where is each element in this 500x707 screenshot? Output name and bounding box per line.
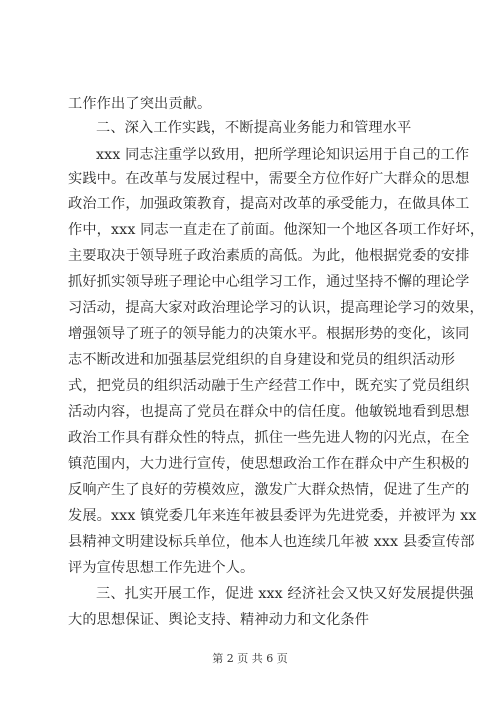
text-line: 实践中。在改革与发展过程中，需要全方位作好广大群众的思想	[68, 171, 470, 187]
text-line: 增强领导了班子的领导能力的决策水平。根据形势的变化，该同	[68, 326, 470, 342]
text-line: 抓好抓实领导班子理论中心组学习工作，通过坚持不懈的理论学	[68, 274, 470, 290]
text-line: 式，把党员的组织活动融于生产经营工作中，既充实了党员组织	[68, 378, 470, 394]
page-number-footer: 第 2 页 共 6 页	[212, 652, 288, 665]
section-heading: 二、深入工作实践，不断提高业务能力和管理水平	[96, 120, 412, 136]
text-line: 政治工作，加强政策教育，提高对改革的承受能力，在做具体工	[68, 196, 470, 212]
text-line: 政治工作具有群众性的特点，抓住一些先进人物的闪光点，在全	[68, 430, 470, 446]
text-line: 活动内容，也提高了党员在群众中的信任度。他敏锐地看到思想	[68, 404, 470, 420]
text-line: 县精神文明建设标兵单位，他本人也连续几年被 xxx 县委宣传部	[68, 534, 475, 550]
text-line: xxx 同志注重学以致用，把所学理论知识运用于自己的工作	[96, 147, 470, 163]
text-line: 发展。xxx 镇党委几年来连年被县委评为先进党委，并被评为 xx	[68, 508, 477, 524]
text-line: 志不断改进和加强基层党组织的自身建设和党员的组织活动形	[68, 352, 456, 368]
text-line: 作中，xxx 同志一直走在了前面。他深知一个地区各项工作好坏，	[68, 222, 485, 238]
text-line: 反响产生了良好的劳模效应，激发广大群众热情，促进了生产的	[68, 482, 470, 498]
section-heading: 大的思想保证、舆论支持、精神动力和文化条件	[68, 612, 370, 628]
text-line: 工作作出了突出贡献。	[68, 96, 212, 112]
text-line: 镇范围内，大力进行宣传，使思想政治工作在群众中产生积极的	[68, 456, 470, 472]
text-line: 主要取决于领导班子政治素质的高低。为此，他根据党委的安排	[68, 248, 470, 264]
text-line: 评为宣传思想工作先进个人。	[68, 560, 255, 576]
text-line: 习活动，提高大家对政治理论学习的认识，提高理论学习的效果，	[68, 300, 484, 316]
section-heading: 三、扎实开展工作，促进 xxx 经济社会又快又好发展提供强	[96, 586, 474, 602]
